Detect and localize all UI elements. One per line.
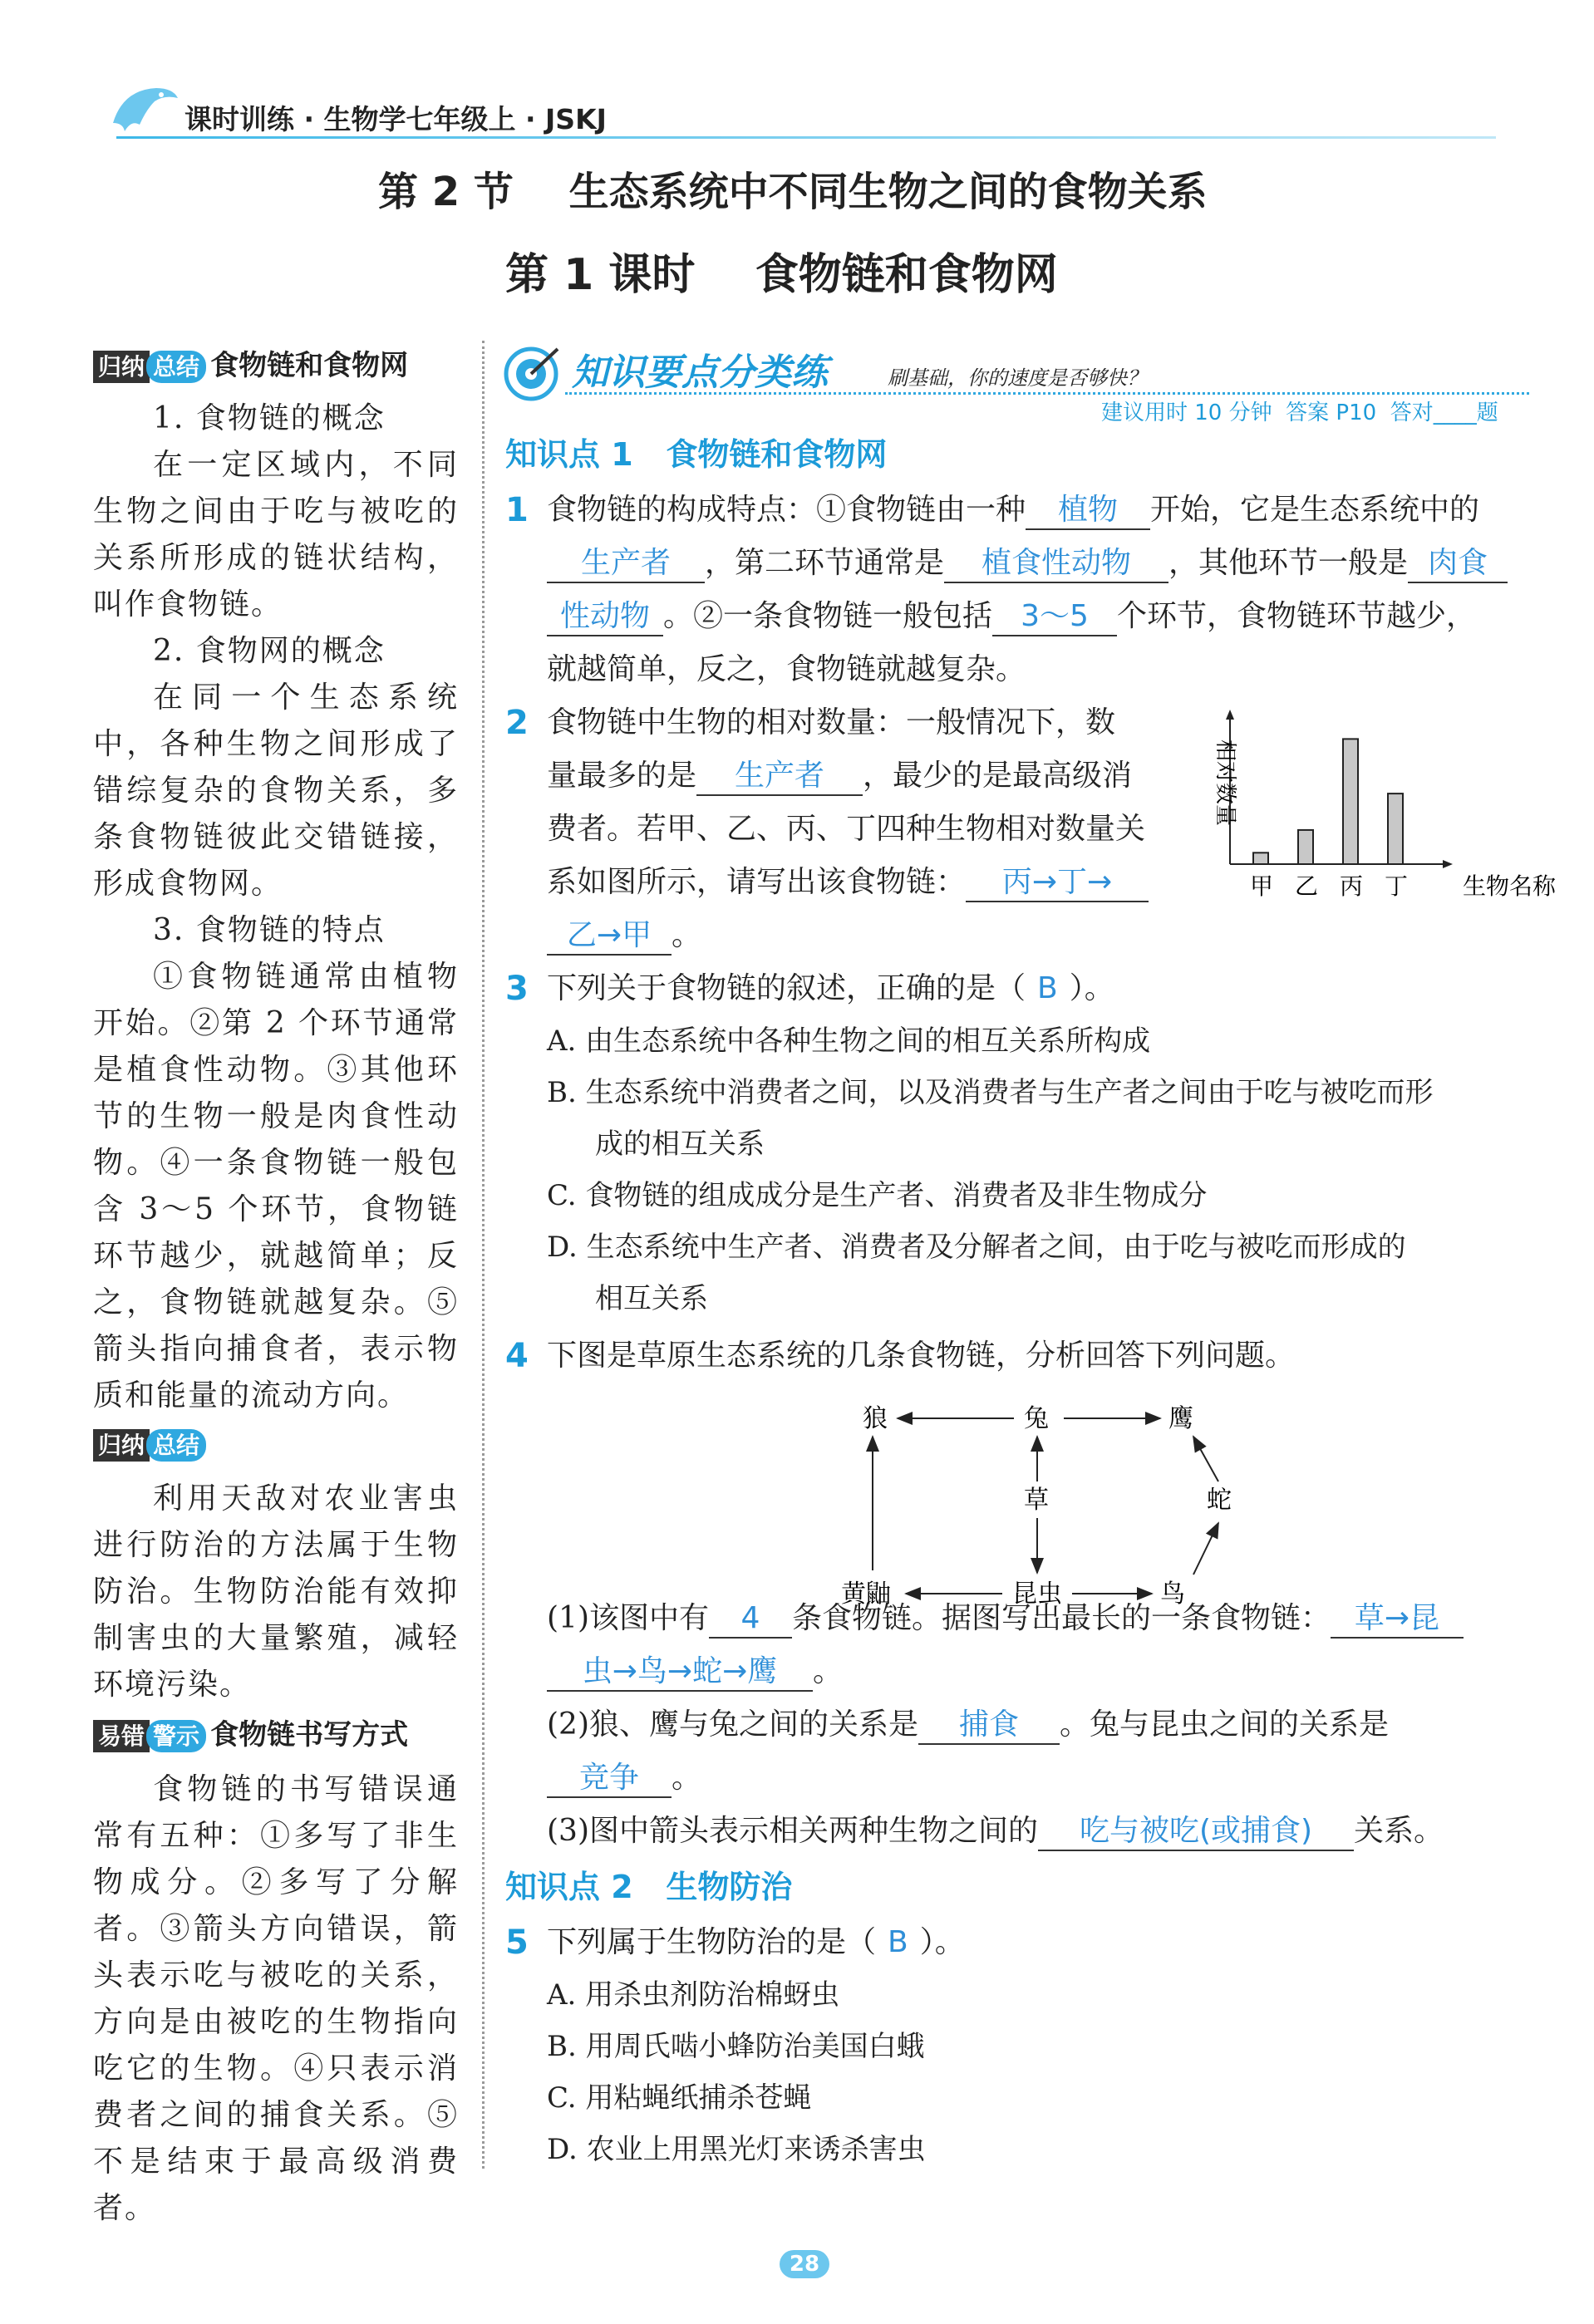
- node-grass: 草: [1024, 1486, 1049, 1515]
- node-rabbit: 兔: [1024, 1404, 1049, 1433]
- food-web-diagram: [831, 1400, 1263, 1616]
- warning-badge: 易错 警示: [93, 1710, 206, 1763]
- target-icon: [503, 342, 563, 402]
- column-divider: [482, 341, 485, 2169]
- question-text: 系如图所示，请写出该食物链：: [547, 865, 967, 899]
- question-text: ，第二环节通常是: [705, 546, 945, 580]
- node-bird: 鸟: [1160, 1580, 1185, 1609]
- question-number: 2: [505, 704, 529, 742]
- question-text: 量最多的是: [547, 759, 697, 793]
- answer-blank: 丙→丁→: [966, 863, 1149, 902]
- question-3-options: [505, 1015, 1536, 1324]
- node-eagle: 鹰: [1168, 1404, 1193, 1433]
- main-column: [505, 425, 1536, 2175]
- sidebar-heading: 食物链书写方式: [210, 1718, 409, 1752]
- sidebar-heading: 食物链和食物网: [210, 349, 409, 382]
- option-c: C. 用粘蝇纸捕杀苍蝇: [547, 2081, 812, 2115]
- dolphin-logo-icon: [106, 73, 181, 140]
- question-text: 个环节，食物链环节越少，: [1117, 599, 1477, 633]
- banner-info: 建议用时 10 分钟 答案 P10 答对____题: [1101, 400, 1498, 425]
- question-number: 5: [505, 1924, 529, 1962]
- question-number: 1: [505, 491, 529, 529]
- bar-乙: [1298, 830, 1313, 864]
- question-text: (1)该图中有: [547, 1601, 709, 1635]
- option-b-cont: 成的相互关系: [595, 1128, 765, 1161]
- sidebar-paragraph: 在一定区域内，不同生物之间由于吃与被吃的关系所形成的链状结构，叫作食物链。: [93, 448, 459, 622]
- option-c: C. 食物链的组成成分是生产者、消费者及非生物成分: [547, 1179, 1208, 1212]
- question-text: ，其他环节一般是: [1168, 546, 1409, 580]
- question-text: 条食物链。据图写出最长的一条食物链：: [792, 1601, 1331, 1635]
- answer-choice: B: [888, 1925, 908, 1959]
- summary-badge: 归纳 总结: [93, 1419, 206, 1472]
- sidebar-paragraph: 食物链的书写错误通常有五种：①多写了非生物成分。②多写了分解者。③箭头方向错误，箭头表示吃与被吃的关系，方向是由被吃的生物指向吃它的生物。④只表示消费者之间的捕食关系。⑤不是结束于最高级消费者。: [93, 1772, 459, 2225]
- answer-blank: 植物: [1026, 491, 1150, 530]
- option-d: D. 生态系统中生产者、消费者及分解者之间，由于吃与被吃而形成的: [547, 1231, 1406, 1264]
- question-text: ）。: [919, 1925, 965, 1959]
- knowledge-point-1: 知识点 1 食物链和食物网: [505, 436, 888, 473]
- answer-blank: 3～5: [992, 597, 1117, 636]
- answer-blank: 捕食: [918, 1706, 1060, 1745]
- option-a: A. 由生态系统中各种生物之间的相互关系所构成: [547, 1024, 1151, 1058]
- question-text: 关系。: [1354, 1814, 1444, 1848]
- category-label: 丙: [1340, 872, 1364, 900]
- sidebar-paragraph: 在同一个生态系统中，各种生物之间形成了错综复杂的食物关系，多条食物链彼此交错链接，形成食物网。: [93, 680, 459, 901]
- question-text: 下图是草原生态系统的几条食物链，分析回答下列问题。: [547, 1339, 1296, 1373]
- arrow-bird-snake: [1193, 1523, 1218, 1575]
- section-title: 第 2 节 生态系统中不同生物之间的食物关系: [378, 169, 1208, 215]
- question-text: (3)图中箭头表示相关两种生物之间的: [547, 1814, 1038, 1848]
- node-weasel: 黄鼬: [841, 1580, 891, 1609]
- summary-badge: 归纳 总结: [93, 342, 206, 392]
- category-label: 甲: [1250, 872, 1274, 900]
- question-text: 下列关于食物链的叙述，正确的是（: [547, 971, 1026, 1005]
- answer-blank: 4: [709, 1599, 792, 1639]
- bar-甲: [1253, 852, 1268, 864]
- question-text: 。②一条食物链一般包括: [663, 599, 993, 633]
- x-axis-arrow: [1443, 860, 1453, 868]
- sidebar-paragraph: ①食物链通常由植物开始。②第 2 个环节通常是植食性动物。③其他环节的生物一般是肉食性动物。④一条食物链一般包含 3～5 个环节，食物链环节越少，就越简单；反之，食物链就越复杂。⑤箭头指向捕食者，表示物质和能量的流动方向。: [93, 960, 459, 1413]
- answer-blank: 生产者: [696, 757, 863, 796]
- question-4: [505, 1329, 1536, 1383]
- option-a: A. 用杀虫剂防治棉蚜虫: [547, 1978, 840, 2012]
- sidebar: [93, 341, 459, 2232]
- node-snake: 蛇: [1207, 1486, 1232, 1515]
- answer-blank: 吃与被吃(或捕食): [1038, 1812, 1354, 1851]
- answer-blank: 乙→甲: [547, 916, 672, 956]
- question-text: 就越简单，反之，食物链就越复杂。: [547, 652, 1026, 686]
- bar-丙: [1343, 739, 1358, 864]
- question-2: [505, 696, 1212, 962]
- question-1: [505, 484, 1536, 696]
- sidebar-subtitle: 3. 食物链的特点: [153, 913, 386, 947]
- banner-title: 知识要点分类练: [572, 351, 828, 394]
- x-axis-label: 生物名称: [1463, 872, 1557, 900]
- knowledge-point-2: 知识点 2 生物防治: [505, 1869, 793, 1905]
- question-4-parts: [505, 1592, 1536, 1858]
- question-text: (2)狼、鹰与兔之间的关系是: [547, 1707, 918, 1742]
- question-text: 。: [813, 1654, 844, 1688]
- banner-underline: [565, 392, 1529, 395]
- question-5: [505, 1916, 1536, 1969]
- answer-blank: 虫→鸟→蛇→鹰: [547, 1653, 813, 1692]
- y-axis-arrow: [1226, 710, 1234, 720]
- series-title: 课时训练 · 生物学七年级上 · JSKJ: [184, 103, 607, 135]
- question-text: 食物链中生物的相对数量：一般情况下，数: [547, 705, 1116, 739]
- question-number: 3: [505, 970, 529, 1008]
- answer-blank: 性动物: [547, 597, 663, 636]
- sidebar-subtitle: 2. 食物网的概念: [153, 634, 386, 668]
- question-5-options: [505, 1969, 1536, 2175]
- answer-choice: B: [1037, 971, 1058, 1005]
- answer-blank: 竞争: [547, 1759, 672, 1798]
- sidebar-subtitle: 1. 食物链的概念: [153, 401, 386, 435]
- option-d-cont: 相互关系: [595, 1282, 708, 1315]
- category-label: 丁: [1385, 872, 1409, 900]
- bar-丁: [1388, 794, 1403, 864]
- sidebar-paragraph: 利用天敌对农业害虫进行防治的方法属于生物防治。生物防治能有效抑制害虫的大量繁殖，减轻环境污染。: [93, 1481, 459, 1702]
- y-axis-label: 相对数量: [1213, 739, 1237, 827]
- category-label: 乙: [1295, 872, 1319, 900]
- question-text: 食物链的构成特点：①食物链由一种: [547, 493, 1026, 527]
- question-text: 。兔与昆虫之间的关系是: [1060, 1707, 1390, 1742]
- node-insect: 昆虫: [1012, 1580, 1062, 1609]
- question-number: 4: [505, 1337, 529, 1375]
- option-d: D. 农业上用黑光灯来诱杀害虫: [547, 2133, 926, 2166]
- node-wolf: 狼: [863, 1404, 888, 1433]
- question-3: [505, 962, 1536, 1015]
- option-b: B. 生态系统中消费者之间，以及消费者与生产者之间由于吃与被吃而形: [547, 1076, 1434, 1109]
- question-text: 开始，它是生态系统中的: [1150, 493, 1480, 527]
- question-text: ）。: [1069, 971, 1114, 1005]
- question-text: 。: [672, 1761, 702, 1795]
- answer-blank: 生产者: [547, 544, 705, 583]
- option-b: B. 用周氏啮小蜂防治美国白蛾: [547, 2030, 925, 2063]
- answer-blank: 草→昆: [1331, 1599, 1464, 1639]
- arrow-snake-eagle: [1193, 1437, 1218, 1481]
- header-divider: [116, 136, 1496, 139]
- question-text: 费者。若甲、乙、丙、丁四种生物相对数量关: [547, 812, 1146, 846]
- page-number: 28: [780, 2250, 829, 2278]
- question-text: 下列属于生物防治的是（: [547, 1925, 877, 1959]
- banner-subtitle: 刷基础，你的速度是否够快？: [888, 366, 1147, 390]
- answer-blank: 肉食: [1408, 544, 1508, 583]
- question-text: 。: [672, 918, 702, 952]
- question-text: ，最少的是最高级消: [863, 759, 1133, 793]
- answer-blank: 植食性动物: [944, 544, 1168, 583]
- relative-amount-chart: [1197, 706, 1557, 914]
- lesson-title: 第 1 课时 食物链和食物网: [505, 250, 1058, 300]
